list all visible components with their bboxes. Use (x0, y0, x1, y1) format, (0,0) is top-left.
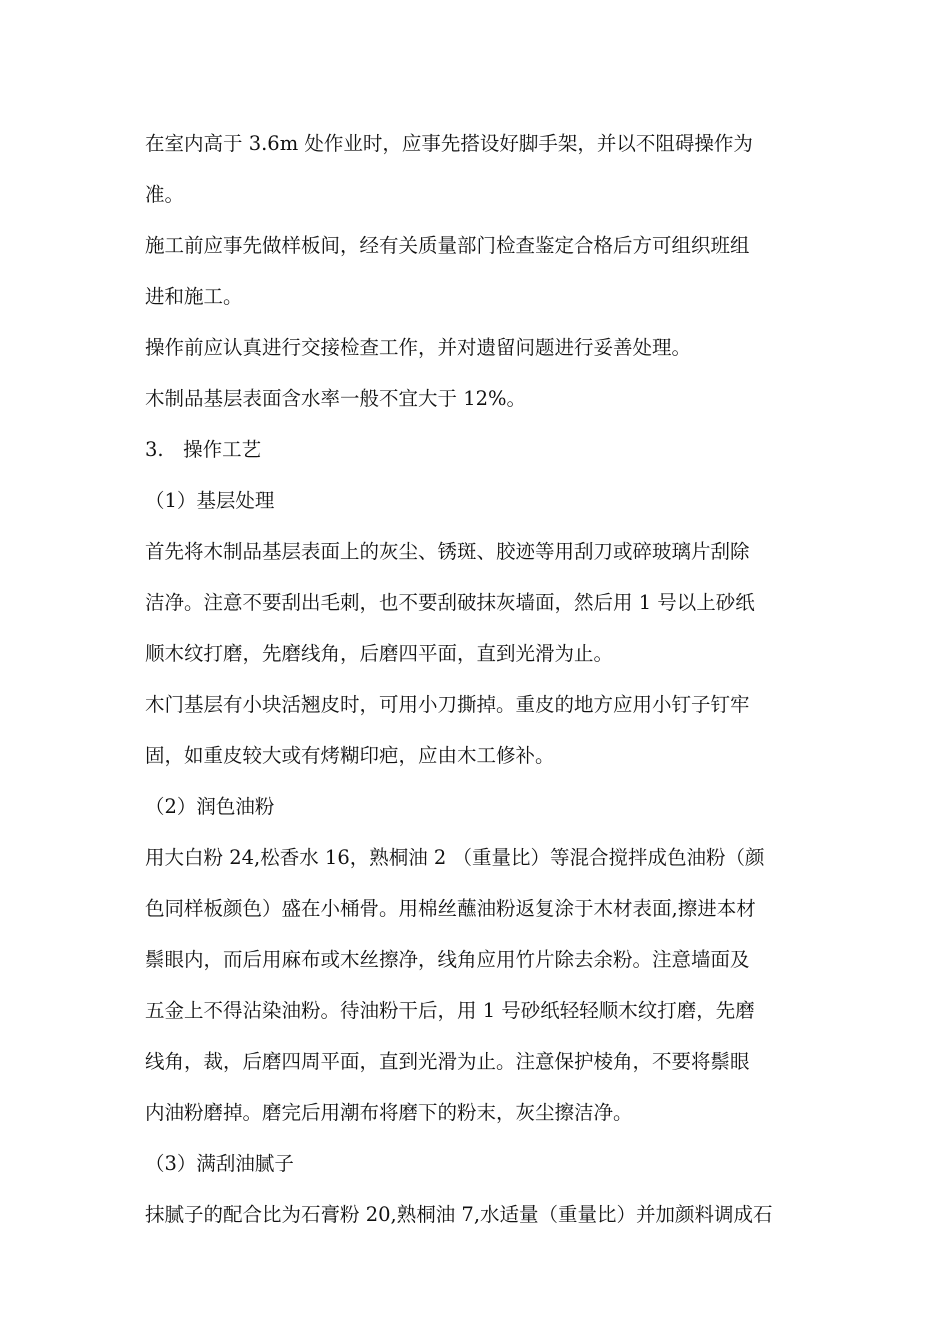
text-line: 准。 (145, 183, 185, 206)
text-line: 首先将木制品基层表面上的灰尘、锈斑、胶迹等用刮刀或碎玻璃片刮除 (145, 540, 750, 563)
text-line: 内油粉磨掉。磨完后用潮布将磨下的粉末，灰尘擦洁净。 (145, 1101, 633, 1124)
section-heading: 3. 操作工艺 (145, 438, 262, 461)
text-line: 色同样板颜色）盛在小桶骨。用棉丝蘸油粉返复涂于木材表面,擦进本材 (145, 897, 756, 920)
document-body (145, 118, 821, 1240)
subsection-heading: （1）基层处理 (145, 489, 275, 512)
text-line: 木门基层有小块活翘皮时，可用小刀撕掉。重皮的地方应用小钉子钉牢 (145, 693, 750, 716)
text-line: 抹腻子的配合比为石膏粉 20,熟桐油 7,水适量（重量比）并加颜料调成石 (145, 1203, 773, 1226)
text-line: 在室内高于 3.6m 处作业时，应事先搭设好脚手架，并以不阻碍操作为 (145, 132, 753, 155)
text-line: 施工前应事先做样板间，经有关质量部门检查鉴定合格后方可组织班组 (145, 234, 750, 257)
subsection-heading: （2）润色油粉 (145, 795, 275, 818)
text-line: 鬃眼内，而后用麻布或木丝擦净，线角应用竹片除去余粉。注意墙面及 (145, 948, 750, 971)
text-line: 操作前应认真进行交接检查工作，并对遗留问题进行妥善处理。 (145, 336, 692, 359)
text-line: 顺木纹打磨，先磨线角，后磨四平面，直到光滑为止。 (145, 642, 614, 665)
text-line: 固，如重皮较大或有烤糊印疤，应由木工修补。 (145, 744, 555, 767)
text-line: 木制品基层表面含水率一般不宜大于 12%。 (145, 387, 527, 410)
text-line: 线角，裁，后磨四周平面，直到光滑为止。注意保护棱角，不要将鬃眼 (145, 1050, 750, 1073)
text-line: 进和施工。 (145, 285, 243, 308)
subsection-heading: （3）满刮油腻子 (145, 1152, 294, 1175)
text-line: 五金上不得沾染油粉。待油粉干后，用 1 号砂纸轻轻顺木纹打磨，先磨 (145, 999, 755, 1022)
text-line: 洁净。注意不要刮出毛刺，也不要刮破抹灰墙面，然后用 1 号以上砂纸 (145, 591, 755, 614)
text-line: 用大白粉 24,松香水 16，熟桐油 2 （重量比）等混合搅拌成色油粉（颜 (145, 846, 765, 869)
